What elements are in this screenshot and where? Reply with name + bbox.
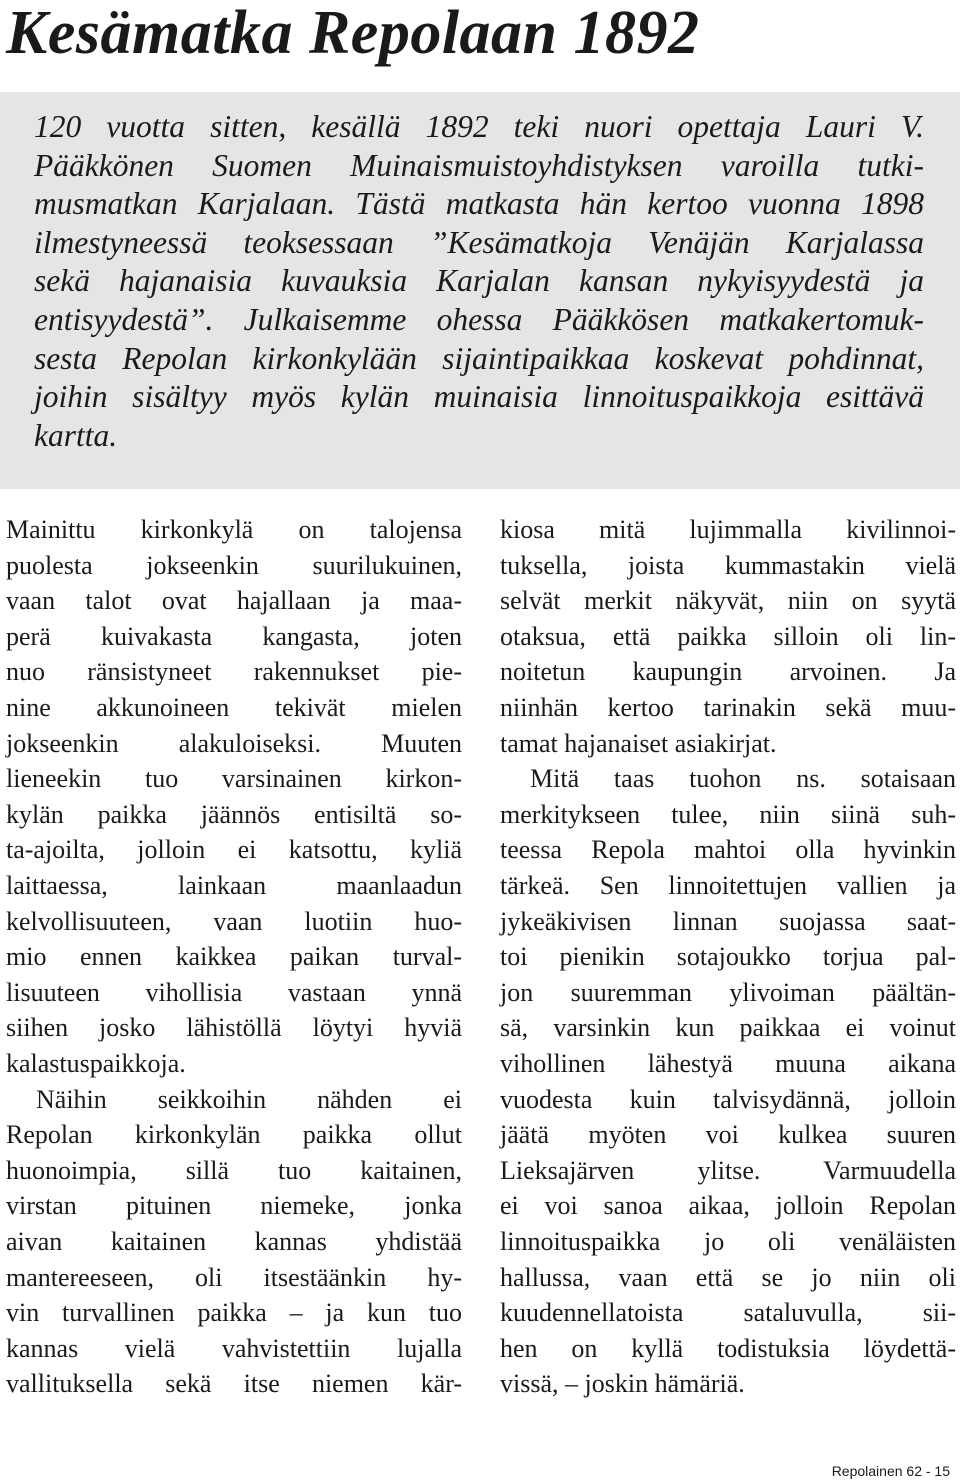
col2-line: merkitykseen tulee, niin siinä suh- (500, 799, 956, 829)
col1-line: ta-ajoilta, jolloin ei katsottu, kyliä (6, 835, 462, 865)
col1-line: kylän paikka jäännös entisiltä so- (6, 799, 462, 829)
col1-line: kelvollisuuteen, vaan luotiin huo- (6, 906, 462, 936)
col1-line: vaan talot ovat hajallaan ja maa- (6, 586, 462, 616)
col1-line: laittaessa, lainkaan maanlaadun (6, 871, 462, 900)
col1-line: perä kuivakasta kangasta, joten (6, 621, 462, 651)
col1-line: puolesta jokseenkin suurilukuinen, (6, 550, 462, 580)
col1-line: aivan kaitainen kannas yhdistää (6, 1227, 462, 1256)
col2-line: tärkeä. Sen linnoitettujen vallien ja (500, 871, 956, 900)
col2-line: teessa Repola mahtoi olla hyvinkin (500, 835, 956, 865)
col1-line: nine akkunoineen tekivät mielen (6, 693, 462, 722)
col1-line: lieneekin tuo varsinainen kirkon- (6, 764, 462, 794)
lead-line: ilmestyneessä teoksessaan ”Kesämatkoja Venäjän Karjalassa (34, 224, 924, 260)
col2-line: jykeäkivisen linnan suojassa saat- (500, 906, 956, 936)
col1-line: Repolan kirkonkylän paikka ollut (6, 1120, 462, 1150)
lead-line: entisyydestä”. Julkaisemme ohessa Pääkkösen matkakertomuk- (34, 302, 924, 337)
col1-line: vin turvallinen paikka – ja kun tuo (6, 1298, 462, 1328)
col2-line: vihollinen lähestyä muuna aikana (500, 1049, 956, 1078)
lead-line: sekä hajanaisia kuvauksia Karjalan kansan nykyisyydestä ja (34, 263, 924, 299)
col2-line: toi pienikin sotajoukko torjua pal- (500, 942, 956, 972)
col2-line: niinhän kertoo tarinakin sekä muu- (500, 693, 956, 722)
col2-line: Mitä taas tuohon ns. sotaisaan (530, 764, 956, 794)
col2-line: vuodesta kuin talvisydännä, jolloin (500, 1084, 956, 1114)
col1-line: kannas vielä vahvistettiin lujalla (6, 1333, 462, 1363)
lead-line: kartta. (34, 417, 118, 453)
lead-line: joihin sisältyy myös kylän muinaisia linnoituspaikkoja esittävä (34, 379, 924, 415)
col2-line: noitetun kaupungin arvoinen. Ja (500, 657, 956, 687)
col2-line: tamat hajanaiset asiakirjat. (500, 728, 777, 758)
col2-line: jäätä myöten voi kulkea suuren (500, 1120, 956, 1150)
col2-line: hen on kyllä todistuksia löydettä- (500, 1333, 956, 1363)
col1-line: jokseenkin alakuloiseksi. Muuten (6, 728, 462, 758)
lead-line: 120 vuotta sitten, kesällä 1892 teki nuori opettaja Lauri V. (34, 109, 924, 144)
col2-line: hallussa, vaan että se jo niin oli (500, 1262, 956, 1292)
col2-line: sä, varsinkin kun paikkaa ei voinut (500, 1013, 956, 1043)
col2-line: otaksua, että paikka silloin oli lin- (500, 621, 956, 651)
col1-line: siihen josko lähistöllä löytyi hyviä (6, 1013, 462, 1043)
col1-line: Näihin seikkoihin nähden ei (36, 1084, 462, 1114)
col1-line: kalastuspaikkoja. (6, 1049, 186, 1078)
col1-line: huonoimpia, sillä tuo kaitainen, (6, 1155, 462, 1185)
col2-line: kuudennellatoista sataluvulla, sii- (500, 1298, 956, 1328)
col2-line: vissä, – joskin hämäriä. (500, 1369, 745, 1399)
col2-line: kiosa mitä lujimmalla kivilinnoi- (500, 515, 956, 544)
col2-line: jon suuremman ylivoiman päältän- (500, 977, 956, 1007)
page-footer: Repolainen 62 - 15 (831, 1463, 950, 1479)
article-title: Kesämatka Repolaan 1892 (6, 0, 700, 67)
col1-line: lisuuteen vihollisia vastaan ynnä (6, 977, 462, 1007)
col2-line: selvät merkit näkyvät, niin on syytä (500, 586, 956, 616)
col2-line: Lieksajärven ylitse. Varmuudella (500, 1155, 956, 1185)
col2-line: ei voi sanoa aikaa, jolloin Repolan (500, 1191, 956, 1221)
col1-line: vallituksella sekä itse niemen kär- (6, 1369, 462, 1399)
col1-line: nuo ränsistyneet rakennukset pie- (6, 657, 462, 687)
col1-line: virstan pituinen niemeke, jonka (6, 1191, 462, 1221)
col2-line: tuksella, joista kummastakin vielä (500, 550, 956, 580)
col1-line: mio ennen kaikkea paikan turval- (6, 942, 462, 972)
col2-line: linnoituspaikka jo oli venäläisten (500, 1227, 956, 1256)
lead-line: Pääkkönen Suomen Muinaismuistoyhdistyksen varoilla tutki- (34, 147, 924, 183)
lead-line: sesta Repolan kirkonkylään sijaintipaikkaa koskevat pohdinnat, (34, 340, 924, 376)
col1-line: Mainittu kirkonkylä on talojensa (6, 515, 462, 544)
col1-line: mantereeseen, oli itsestäänkin hy- (6, 1262, 462, 1292)
lead-line: musmatkan Karjalaan. Tästä matkasta hän kertoo vuonna 1898 (34, 186, 924, 222)
